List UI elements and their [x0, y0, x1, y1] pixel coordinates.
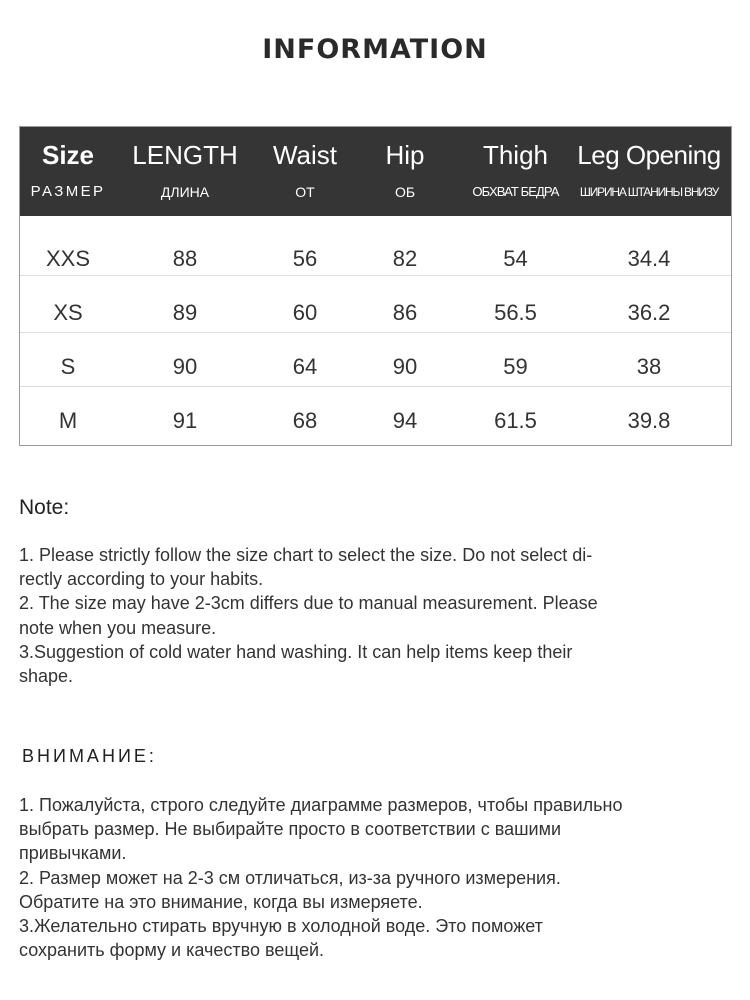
cell-length: 90 [172, 354, 198, 379]
cell-length: 91 [172, 408, 198, 433]
cell-leg-opening: 36.2 [627, 300, 671, 325]
attention-line: 2. Размер может на 2-3 см отличаться, из-за ручного измерения. [19, 867, 561, 888]
note-line: shape. [19, 666, 74, 687]
header-waist-ru: ОТ [295, 184, 315, 200]
header-hip: Hip [385, 140, 425, 170]
header-waist: Waist [272, 140, 338, 170]
cell-hip: 90 [392, 354, 418, 379]
note-line: 3.Suggestion of cold water hand washing. It can help items keep their [19, 641, 573, 662]
cell-size: S [60, 354, 76, 379]
header-hip-ru: ОБ [394, 184, 416, 200]
page-title: INFORMATION [262, 34, 488, 65]
header-size-ru: РАЗМЕР [30, 183, 106, 200]
attention-line: привычками. [19, 843, 127, 864]
header-length: LENGTH [132, 140, 238, 170]
cell-size: XXS [45, 246, 91, 271]
table-header [20, 127, 731, 216]
note-body [19, 543, 719, 688]
note-line: 1. Please strictly follow the size chart to select the size. Do not select di- [19, 545, 593, 565]
cell-hip: 94 [392, 408, 418, 433]
cell-waist: 64 [292, 354, 318, 379]
header-leg-opening: Leg Opening [577, 140, 721, 170]
cell-size: M [58, 408, 78, 433]
row-divider [20, 332, 731, 333]
cell-leg-opening: 34.4 [627, 246, 671, 271]
note-line: rectly according to your habits. [19, 569, 264, 590]
table-row [20, 393, 731, 447]
cell-leg-opening: 38 [636, 354, 662, 379]
table-row [20, 339, 731, 393]
cell-hip: 86 [392, 300, 418, 325]
attention-line: 1. Пожалуйста, строго следуйте диаграмме размеров, чтобы правильно [19, 795, 623, 815]
cell-thigh: 59 [503, 354, 528, 379]
cell-length: 88 [172, 246, 198, 271]
row-divider [20, 275, 731, 276]
header-length-ru: ДЛИНА [160, 184, 210, 200]
note-heading: Note: [19, 496, 70, 519]
attention-body [19, 793, 729, 962]
attention-line: сохранить форму и качество вещей. [19, 940, 325, 961]
row-divider [20, 386, 731, 387]
cell-leg-opening: 39.8 [627, 408, 671, 433]
size-chart-table [19, 126, 732, 446]
cell-thigh: 61.5 [494, 408, 537, 433]
cell-thigh: 54 [503, 246, 528, 271]
header-thigh-ru: ОБХВАТ БЕДРА [472, 184, 559, 199]
note-line: 2. The size may have 2-3cm differs due to manual measurement. Please [19, 593, 598, 614]
cell-size: XS [53, 300, 83, 325]
cell-waist: 68 [292, 408, 318, 433]
header-size: Size [41, 140, 95, 170]
cell-waist: 60 [292, 300, 318, 325]
attention-heading: ВНИМАНИЕ: [22, 746, 157, 766]
header-leg-opening-ru: ШИРИНА ШТАНИНЫ ВНИЗУ [579, 185, 719, 199]
note-line: note when you measure. [19, 617, 217, 638]
cell-length: 89 [172, 300, 198, 325]
cell-thigh: 56.5 [494, 300, 537, 325]
attention-line: Обратите на это внимание, когда вы измеряете. [19, 891, 423, 912]
attention-line: 3.Желательно стирать вручную в холодной воде. Это поможет [19, 916, 543, 937]
cell-waist: 56 [292, 246, 318, 271]
table-row [20, 285, 731, 339]
table-row [20, 231, 731, 285]
attention-line: выбрать размер. Не выбирайте просто в соответствии с вашими [19, 819, 562, 840]
cell-hip: 82 [392, 246, 418, 271]
header-thigh: Thigh [482, 140, 549, 170]
